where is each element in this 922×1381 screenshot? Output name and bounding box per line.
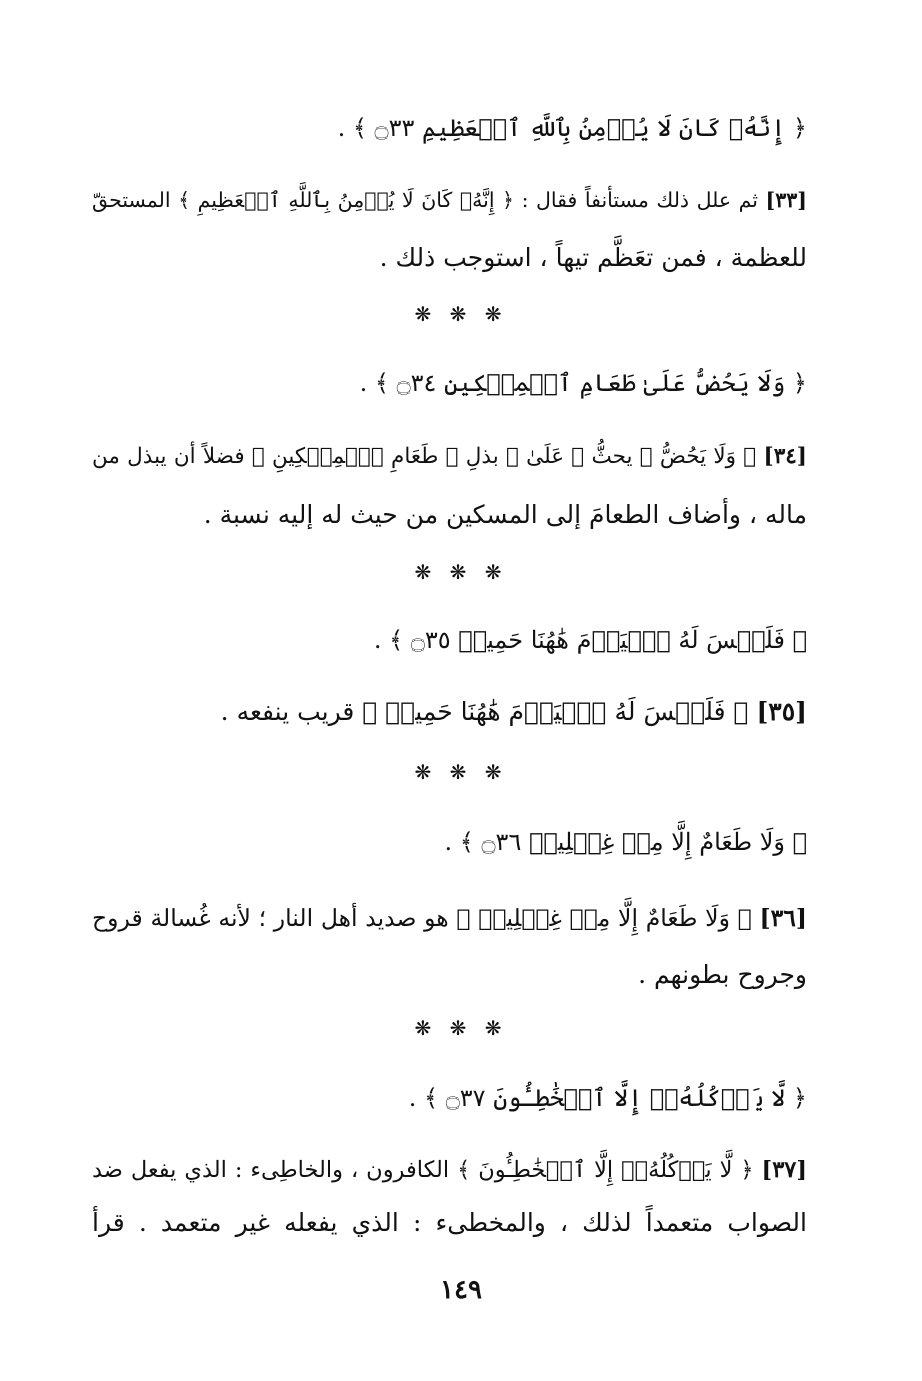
commentary-36-line-2 <box>92 955 807 995</box>
commentary-33-text-2: للعظمة ، فمن تعَظَّم تيهاً ، استوجب ذلك . <box>379 243 807 272</box>
commentary-35-line-1 <box>92 692 807 732</box>
commentary-36-text-2: وجروح بطونهم . <box>638 960 807 989</box>
verse-35 <box>92 620 807 660</box>
section-separator: ❋ ❋ ❋ <box>414 1016 508 1040</box>
verse-35-text: ﴿ فَلَيۡسَ لَهُ ٱلۡيَوۡمَ هَٰهُنَا حَمِيمٞ ۝٣٥ ﴾ . <box>373 626 807 654</box>
section-separator: ❋ ❋ ❋ <box>414 560 508 584</box>
commentary-35-text-1: ﴿ فَلَيۡسَ لَهُ ٱلۡيَوۡمَ هَٰهُنَا حَمِيمٞ ﴾ قريب ينفعه . <box>220 697 749 726</box>
commentary-34-number: [٣٤] <box>763 444 807 469</box>
commentary-34-text-1: ﴿ وَلَا يَحُضُّ ﴾ يحثُّ ﴿ عَلَىٰ ﴾ بذلِ ﴿ طَعَامِ ٱلۡمِسۡكِينِ ﴾ فضلاً أن يبذل من <box>92 444 757 469</box>
verse-37-text: ﴿ لَّا يَأۡكُلُهُۥٓ إِلَّا ٱلۡخَٰطِـُٔونَ ۝٣٧ ﴾ . <box>408 1084 807 1112</box>
commentary-37-line-1 <box>92 1150 807 1190</box>
commentary-35-number: [٣٥] <box>756 697 807 726</box>
verse-33 <box>92 108 807 148</box>
verse-33-text: ﴿ إِنَّهُۥ كَانَ لَا يُؤۡمِنُ بِٱللَّهِ ٱلۡعَظِيمِ ۝٣٣ ﴾ . <box>337 114 807 142</box>
verse-37 <box>92 1078 807 1118</box>
commentary-34-line-1 <box>92 437 807 477</box>
commentary-37-text-2: الصواب متعمداً لذلك ، والمخطىء : الذي يفعله غير متعمد . قرأ <box>92 1208 807 1237</box>
verse-36 <box>92 822 807 862</box>
page-number: ١٤٩ <box>440 1275 482 1305</box>
commentary-33-line-1 <box>92 180 807 220</box>
section-separator: ❋ ❋ ❋ <box>414 760 508 784</box>
commentary-33-text-1: ثم علل ذلك مستأنفاً فقال : ﴿ إِنَّهُۥ كَانَ لَا يُؤۡمِنُ بِٱللَّهِ ٱلۡعَظِيمِ ﴾ المستحقّ <box>92 188 759 212</box>
verse-34 <box>92 363 807 403</box>
commentary-34-text-2: ماله ، وأضاف الطعامَ إلى المسكين من حيث له إليه نسبة . <box>203 500 807 529</box>
commentary-37-line-2 <box>92 1203 807 1243</box>
commentary-34-line-2 <box>92 495 807 535</box>
commentary-37-number: [٣٧] <box>761 1157 808 1183</box>
commentary-36-line-1 <box>92 898 807 938</box>
commentary-33-number: [٣٣] <box>765 188 807 212</box>
verse-34-text: ﴿ وَلَا يَحُضُّ عَلَىٰ طَعَامِ ٱلۡمِسۡكِينِ ۝٣٤ ﴾ . <box>359 369 807 397</box>
section-separator: ❋ ❋ ❋ <box>414 302 508 326</box>
commentary-36-number: [٣٦] <box>759 904 807 932</box>
verse-36-text: ﴿ وَلَا طَعَامٌ إِلَّا مِنۡ غِسۡلِينٖ ۝٣٦ ﴾ . <box>444 828 807 856</box>
commentary-33-line-2 <box>92 238 807 278</box>
commentary-37-text-1: ﴿ لَّا يَأۡكُلُهُۥٓ إِلَّا ٱلۡخَٰطِـُٔونَ ﴾ الكافرون ، والخاطِىء : الذي يفعل ضد <box>92 1157 754 1183</box>
commentary-36-text-1: ﴿ وَلَا طَعَامٌ إِلَّا مِنۡ غِسۡلِينٖ ﴾ هو صديد أهل النار ؛ لأنه غُسالة قروح <box>92 904 752 932</box>
